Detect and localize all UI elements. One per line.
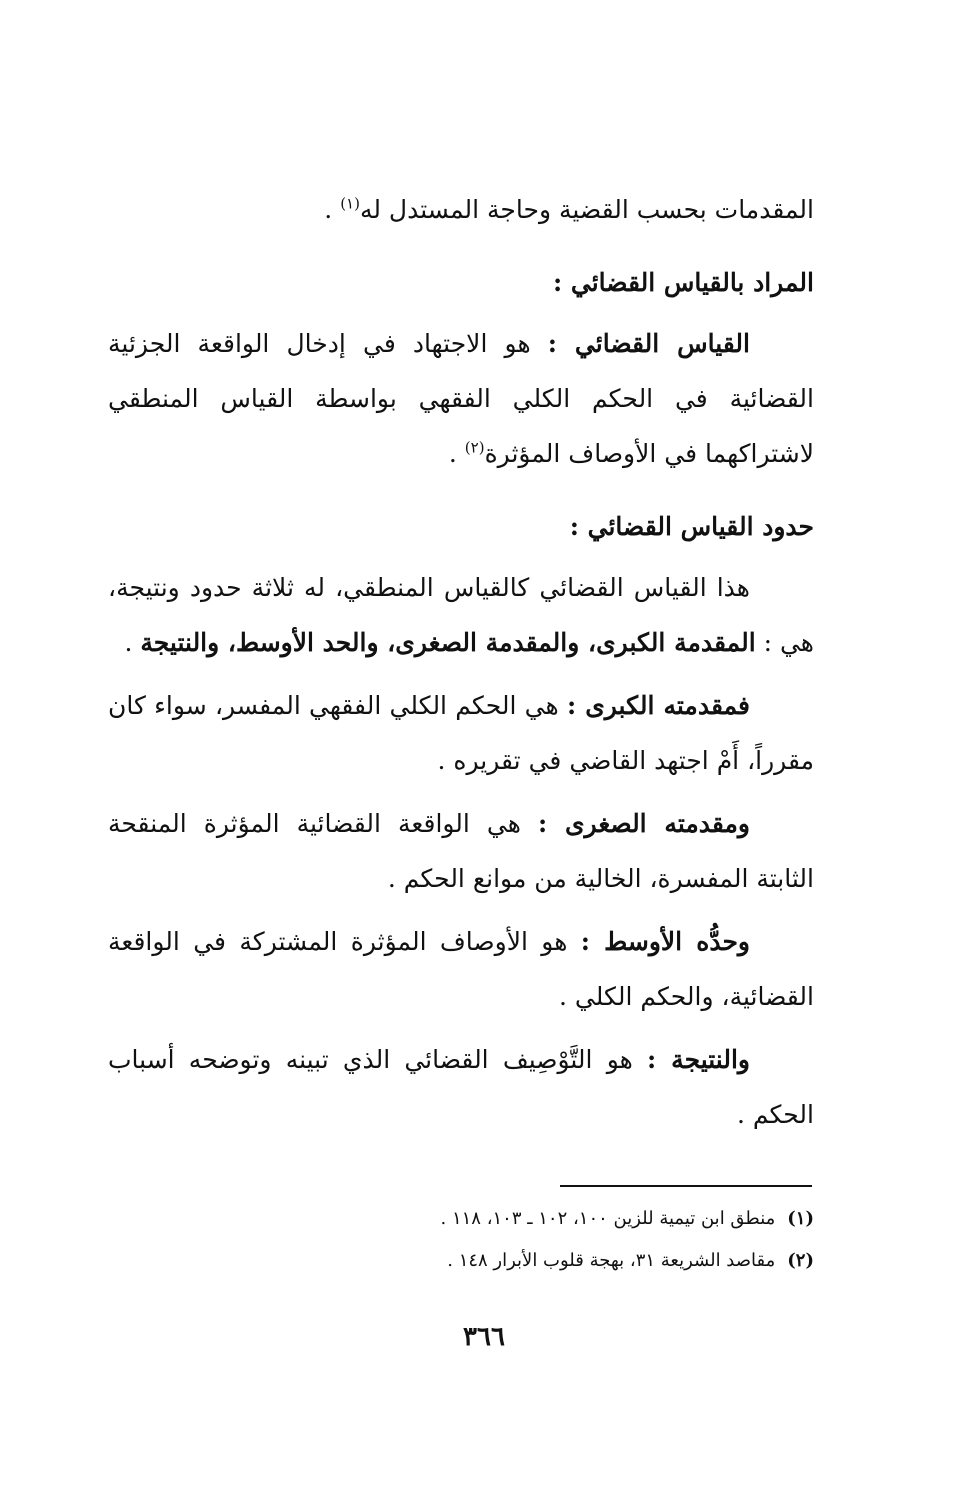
footnote-number: (١) [787, 1208, 814, 1229]
paragraph-text: هي الحكم الكلي الفقهي المفسر، سواء كان مقرراً، أَمْ اجتهد القاضي في تقريره . [108, 691, 814, 775]
section-heading-terms: حدود القياس القضائي : [569, 512, 814, 541]
paragraph-major-premise [108, 678, 814, 788]
paragraph-terms [108, 560, 814, 670]
paragraph-end: . [124, 628, 141, 657]
term-lead: والنتيجة : [647, 1045, 750, 1074]
paragraph-text: هذا القياس القضائي كالقياس المنطقي، له ثلاثة حدود ونتيجة، هي : [108, 573, 814, 657]
footnote-ref: (٢) [464, 438, 485, 457]
term-lead: القياس القضائي : [547, 329, 750, 358]
paragraph-continuation [108, 182, 814, 237]
footnote-number: (٢) [787, 1250, 814, 1271]
term-lead: وحدُّه الأوسط : [580, 927, 751, 956]
paragraph-middle-term [108, 914, 814, 1024]
footnote-item [108, 1240, 814, 1282]
footnote-ref: (١) [340, 194, 360, 213]
paragraph-end: . [448, 439, 465, 468]
paragraph-text: هو التَّوْصِيف القضائي الذي تبينه وتوضحه أسباب الحكم . [108, 1045, 814, 1129]
paragraph-text: هي الواقعة القضائية المؤثرة المنقحة الثابتة المفسرة، الخالية من موانع الحكم . [108, 809, 814, 893]
paragraph-text: هو الأوصاف المؤثرة المشتركة في الواقعة القضائية، والحكم الكلي . [108, 927, 814, 1011]
footnote-item [108, 1198, 814, 1240]
paragraph-text: المقدمات بحسب القضية وحاجة المستدل له [359, 195, 814, 224]
page-number: ٣٦٦ [463, 1322, 505, 1352]
term-lead: ومقدمته الصغرى : [537, 809, 750, 838]
footnote-divider [560, 1185, 812, 1187]
paragraph-text: هو الاجتهاد في إدخال الواقعة الجزئية القضائية في الحكم الكلي الفقهي بواسطة القياس المنطقي لاشتراكهما في الأوصاف المؤثرة [108, 329, 814, 468]
term-lead: فمقدمته الكبرى : [566, 691, 750, 720]
footnote-text: منطق ابن تيمية للزين ١٠٠، ١٠٢ ـ ١٠٣، ١١٨ . [440, 1208, 776, 1229]
footnotes [108, 1198, 814, 1282]
terms-list: المقدمة الكبرى، والمقدمة الصغرى، والحد الأوسط، والنتيجة [140, 628, 756, 657]
paragraph-definition [108, 316, 814, 481]
page-body [108, 182, 814, 1142]
footnote-text: مقاصد الشريعة ٣١، بهجة قلوب الأبرار ١٤٨ . [447, 1250, 776, 1271]
paragraph-conclusion [108, 1032, 814, 1142]
section-heading-meaning: المراد بالقياس القضائي : [552, 268, 814, 297]
paragraph-end: . [324, 195, 341, 224]
paragraph-minor-premise [108, 796, 814, 906]
